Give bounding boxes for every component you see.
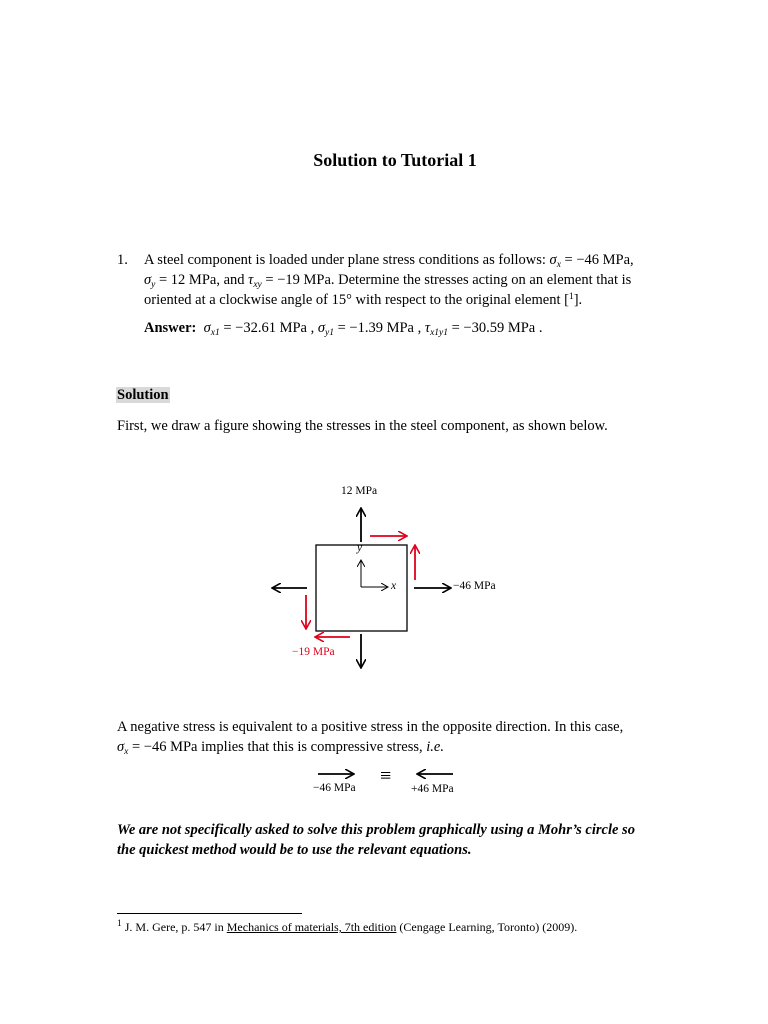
footnote-text-a: J. M. Gere, p. 547 in (121, 920, 227, 934)
sigma-symbol: σ (117, 739, 125, 755)
problem-line-3 (144, 290, 684, 310)
tau-xy-value: = −19 MPa. Determine the stresses acting on an element that is (265, 272, 632, 288)
label-minus46mpa: −46 MPa (453, 580, 496, 592)
answer-sigma-x1: = −32.61 MPa , (223, 320, 315, 336)
footnote-mark: 1 (117, 919, 122, 929)
footnote (117, 920, 577, 935)
sigma-y1-sub: y1 (325, 328, 334, 338)
solution-heading-text: Solution (117, 387, 169, 403)
solution-heading (116, 385, 170, 405)
sigma-x1-sub: x1 (210, 328, 220, 338)
problem-text (144, 250, 684, 310)
label-12mpa: 12 MPa (341, 485, 378, 497)
method-note-line-2: the quickest method would be to use the relevant equations. (117, 842, 472, 858)
answer-sigma-y1: = −1.39 MPa , (337, 320, 422, 336)
ie-text: i.e. (426, 739, 444, 755)
answer-label: Answer: (144, 320, 197, 336)
tau-xy-sub: xy (253, 280, 262, 290)
sigma-x-sub: x (124, 747, 129, 757)
page-title: Solution to Tutorial 1 (313, 150, 477, 170)
answer-tau-x1y1: = −30.59 MPa . (451, 320, 543, 336)
problem-line-3-text: oriented at a clockwise angle of 15° with respect to the original element [ (144, 292, 569, 308)
footnote-book-link[interactable]: Mechanics of materials, 7th edition (226, 920, 397, 934)
sigma-x-sub: x (556, 260, 561, 270)
problem-number: 1. (117, 252, 128, 268)
tau-symbol: τ (248, 272, 254, 288)
axis-y-label: y (357, 542, 363, 554)
tau-symbol: τ (424, 320, 431, 336)
problem-line-1 (144, 250, 684, 270)
method-note-line-1: We are not specifically asked to solve this problem graphically using a Mohr’s circle so (117, 822, 635, 838)
footnote-text-b: (Cengage Learning, Toronto) (2009). (396, 920, 578, 934)
footnote-divider (117, 913, 302, 914)
negative-stress-paragraph (117, 717, 677, 757)
sigma-symbol: σ (317, 320, 326, 336)
sigma-symbol: σ (549, 252, 557, 268)
equiv-right-label: +46 MPa (411, 783, 454, 795)
negative-stress-line-1: A negative stress is equivalent to a positive stress in the opposite direction. In this case, (117, 719, 624, 735)
problem-line-3-end: ]. (573, 292, 583, 308)
tau-x1y1-sub: x1y1 (430, 328, 448, 338)
stress-element-figure (240, 475, 540, 675)
intro-paragraph: First, we draw a figure showing the stresses in the steel component, as shown below. (117, 418, 608, 434)
axis-x-label: x (391, 580, 397, 592)
sigma-symbol: σ (144, 272, 152, 288)
equiv-left-label: −46 MPa (313, 782, 356, 794)
problem-line-2 (144, 270, 684, 290)
sigma-symbol: σ (203, 320, 211, 336)
method-note (117, 820, 677, 860)
sigma-x-value: = −46 MPa, (564, 252, 634, 268)
footnote-ref[interactable]: 1 (568, 292, 574, 302)
answer-line (144, 318, 543, 338)
negative-stress-line-2-text: = −46 MPa implies that this is compressive stress, (132, 739, 427, 755)
sigma-y-value: = 12 MPa, and (159, 272, 249, 288)
negative-stress-line-2 (117, 737, 677, 757)
equivalence-symbol: ≡ (380, 765, 392, 787)
problem-line-1-text: A steel component is loaded under plane stress conditions as follows: (144, 252, 550, 268)
sigma-y-sub: y (151, 280, 156, 290)
label-minus19mpa: −19 MPa (292, 646, 335, 658)
